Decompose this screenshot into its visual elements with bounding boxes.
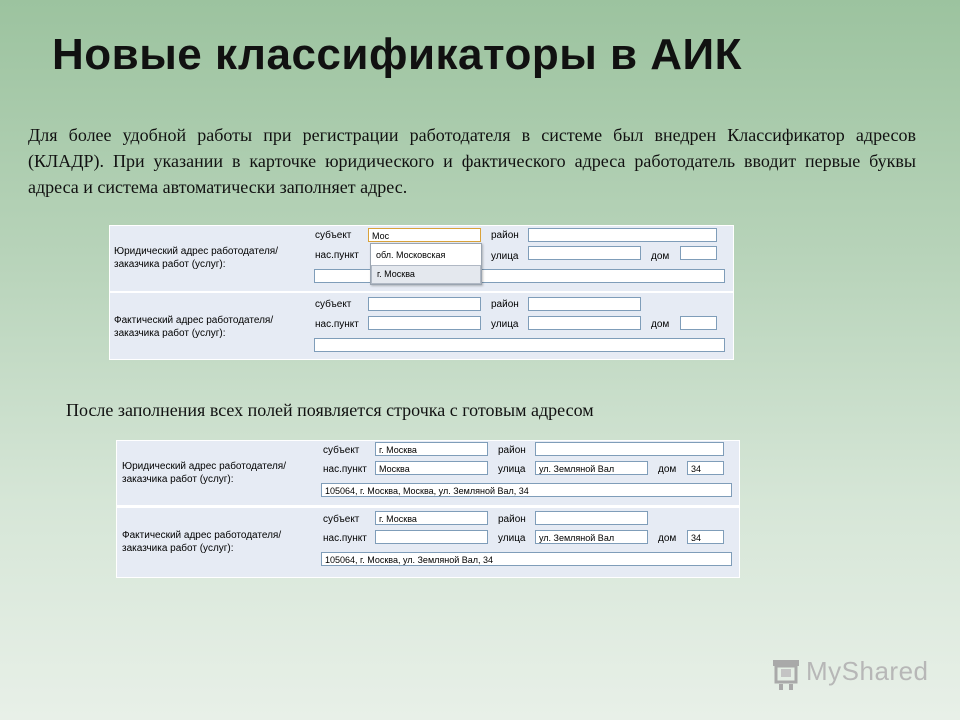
house-label: дом [658,464,677,475]
suggestion-item-selected[interactable]: г. Москва [371,265,481,284]
actual-address-label: Фактический адрес работодателя/ заказчика работ (услуг): [114,315,274,339]
actual-house-input[interactable] [680,316,717,330]
legal-subject-input[interactable]: Мос [368,228,481,242]
legal-street-input[interactable]: ул. Земляной Вал [535,461,648,475]
actual-street-input[interactable]: ул. Земляной Вал [535,530,648,544]
address-form-typing [109,225,734,360]
address-form-filled [116,440,740,578]
legal-district-input[interactable] [535,442,724,456]
legal-address-label: Юридический адрес работодателя/ заказчика работ (услуг): [114,246,278,270]
actual-locality-input[interactable] [368,316,481,330]
street-label: улица [498,464,526,475]
legal-house-input[interactable]: 34 [687,461,724,475]
street-label: улица [491,251,519,262]
legal-street-input[interactable] [528,246,641,260]
locality-label: нас.пункт [315,319,359,330]
actual-street-input[interactable] [528,316,641,330]
locality-label: нас.пункт [315,250,359,261]
legal-subject-input[interactable]: г. Москва [375,442,488,456]
actual-district-input[interactable] [535,511,648,525]
street-label: улица [498,533,526,544]
actual-full-address: 105064, г. Москва, ул. Земляной Вал, 34 [321,552,732,566]
street-label: улица [491,319,519,330]
locality-label: нас.пункт [323,464,367,475]
subject-label: субъект [315,230,352,241]
house-label: дом [651,251,670,262]
myshared-logo-icon [770,656,804,692]
locality-label: нас.пункт [323,533,367,544]
legal-house-input[interactable] [680,246,717,260]
subject-label: субъект [315,299,352,310]
myshared-logo-text: MyShared [806,656,929,686]
house-label: дом [651,319,670,330]
subject-label: субъект [323,514,360,525]
actual-subject-input[interactable]: г. Москва [375,511,488,525]
house-label: дом [658,533,677,544]
actual-locality-input[interactable] [375,530,488,544]
legal-full-address: 105064, г. Москва, Москва, ул. Земляной Вал, 34 [321,483,732,497]
district-label: район [498,514,526,525]
legal-locality-input[interactable]: Москва [375,461,488,475]
suggestion-item[interactable]: обл. Московская [376,250,446,260]
subject-label: субъект [323,445,360,456]
actual-full-address [314,338,725,352]
result-caption: После заполнения всех полей появляется строчка с готовым адресом [66,400,594,420]
actual-district-input[interactable] [528,297,641,311]
district-label: район [491,299,519,310]
legal-address-label: Юридический адрес работодателя/ заказчика работ (услуг): [122,461,286,485]
district-label: район [498,445,526,456]
slide-title: Новые классификаторы в АИК [52,30,743,79]
actual-house-input[interactable]: 34 [687,530,724,544]
actual-address-label: Фактический адрес работодателя/ заказчика работ (услуг): [122,530,282,554]
address-suggestions-dropdown[interactable] [370,243,482,285]
legal-district-input[interactable] [528,228,717,242]
intro-paragraph: Для более удобной работы при регистрации работодателя в системе был внедрен Классификатор адресов (КЛАДР). При указании в карточке юридического и фактического адреса работодатель вводит первые буквы адреса и система автоматически заполняет адрес. [28,125,916,197]
actual-subject-input[interactable] [368,297,481,311]
district-label: район [491,230,519,241]
